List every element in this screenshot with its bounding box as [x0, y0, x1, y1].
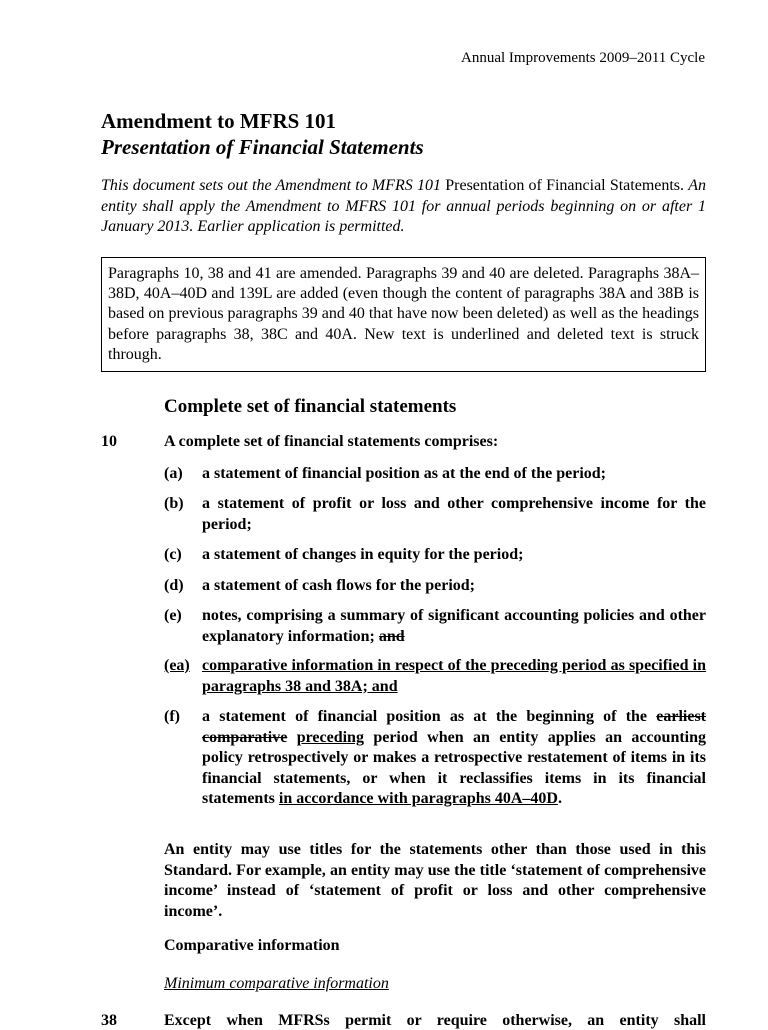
- amendment-notice-box: Paragraphs 10, 38 and 41 are amended. Paragraphs 39 and 40 are deleted. Paragraphs 38A–38D, 40A–40D and 139L are added (even though the content of paragraphs 38A and 38B is based on previous paragraphs 39 and 40 that have now been deleted) as well as the headings before paragraphs 38, 38C and 40A. New text is underlined and deleted text is struck through.: [101, 257, 706, 372]
- minimum-comparative-heading: Minimum comparative information: [164, 975, 389, 992]
- paragraph-number-38: 38: [101, 1012, 117, 1029]
- comparative-information-heading: Comparative information: [164, 937, 340, 954]
- item-text: a statement of cash flows for the period;: [202, 577, 475, 594]
- document-subtitle: Presentation of Financial Statements: [101, 135, 424, 159]
- intro-part-c: An entity shall apply the Amendment to MFRS 101 for annual periods beginning on or after 1 January 2013. Earlier application is permitted.: [101, 177, 707, 235]
- item-label: (d): [164, 577, 184, 594]
- list-item: [164, 545, 706, 566]
- list-item: [164, 576, 706, 597]
- deleted-text: earliest comparative: [202, 708, 706, 746]
- item-label: (f): [164, 708, 180, 725]
- item-text-wrap: [202, 707, 706, 810]
- list-item: [164, 656, 706, 697]
- intro-part-b: Presentation of Financial Statements.: [445, 177, 685, 194]
- paragraph-10-lead: A complete set of financial statements comprises:: [164, 433, 499, 450]
- paragraph-number-10: 10: [101, 433, 117, 450]
- item-label: (e): [164, 607, 182, 624]
- list-item: [164, 606, 706, 647]
- section-heading: Complete set of financial statements: [164, 396, 457, 417]
- deleted-text: and: [378, 627, 405, 645]
- item-text-continued: period when an entity applies an accounting policy retrospectively or makes a retrospective restatement of items in its financial statements, or when it reclassifies items in its financial statements: [202, 728, 707, 807]
- item-text: a statement of changes in equity for the period;: [202, 546, 524, 563]
- item-text: a statement of financial position as at the beginning of the: [202, 708, 648, 725]
- list-item: [164, 494, 706, 535]
- item-label: (b): [164, 495, 184, 512]
- item-text: a statement of financial position as at the end of the period;: [202, 465, 606, 482]
- inserted-text: preceding: [296, 728, 364, 746]
- paragraph-38-text: Except when MFRSs permit or require otherwise, an entity shall: [164, 1012, 706, 1029]
- list-item: [164, 464, 706, 485]
- running-head: Annual Improvements 2009–2011 Cycle: [461, 50, 705, 66]
- item-label: (a): [164, 465, 183, 482]
- item-label: (c): [164, 546, 182, 563]
- inserted-text: comparative information in respect of the preceding period as specified in paragraphs 38 and 38A; and: [202, 657, 706, 695]
- item-label: (ea): [164, 657, 190, 674]
- intro-paragraph: [101, 176, 706, 238]
- item-text: a statement of profit or loss and other comprehensive income for the period;: [202, 495, 706, 533]
- intro-part-a: This document sets out the Amendment to MFRS 101: [101, 177, 442, 194]
- list-item: [164, 707, 706, 810]
- item-text-wrap: [202, 606, 706, 647]
- inserted-text: in accordance with paragraphs 40A–40D: [278, 790, 558, 807]
- item-end-punctuation: .: [557, 790, 562, 807]
- item-text: notes, comprising a summary of significant accounting policies and other explanatory information;: [202, 607, 706, 645]
- paragraph-10-closing: An entity may use titles for the statements other than those used in this Standard. For example, an entity may use the title ‘statement of comprehensive income’ instead of ‘statement of profit or loss and other comprehensive income’.: [164, 841, 706, 920]
- document-title: Amendment to MFRS 101: [101, 109, 337, 133]
